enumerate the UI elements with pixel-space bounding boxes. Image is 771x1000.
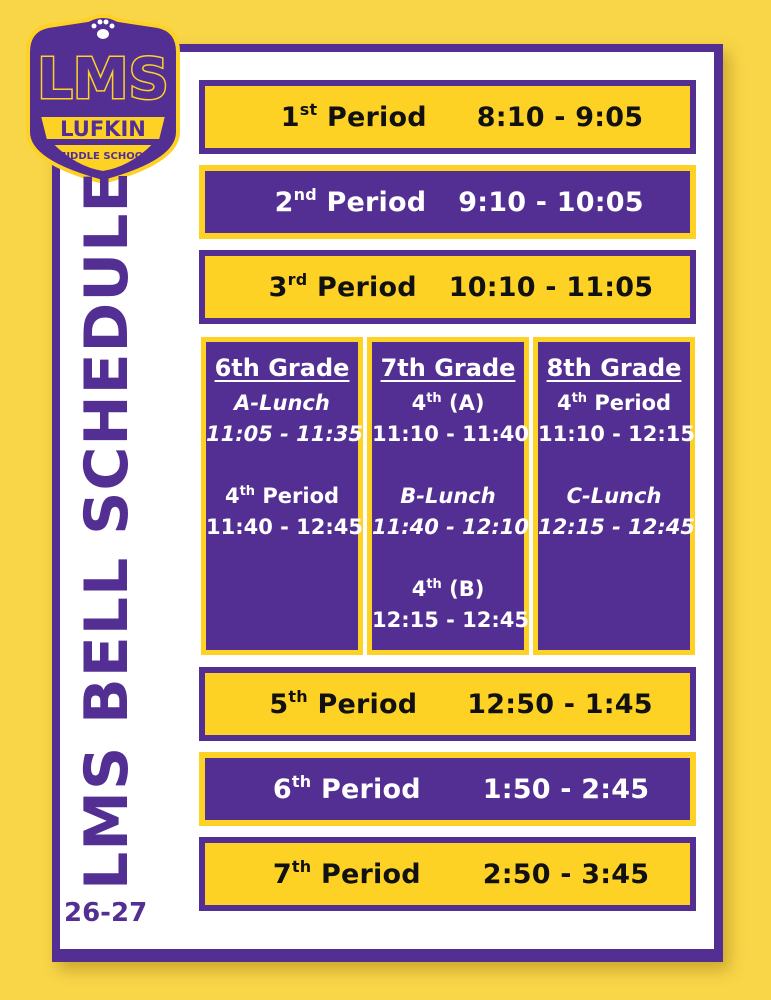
period-time: 2:50 - 3:45	[482, 858, 650, 890]
lunch-label: A-Lunch	[234, 391, 330, 415]
period-time: 12:50 - 1:45	[467, 688, 653, 720]
page-title: LMS BELL SCHEDULE	[72, 170, 142, 890]
grade-6-column	[201, 337, 363, 655]
period-label: 4th Period	[556, 391, 672, 415]
period-6-row	[199, 752, 696, 826]
period-label: 6th Period	[272, 771, 421, 805]
logo-letters: LMS	[37, 47, 169, 112]
period-label: 3rd Period	[268, 269, 417, 303]
period-time: 12:15 - 12:45	[372, 608, 530, 632]
lunch-time: 12:15 - 12:45	[538, 515, 696, 539]
period-1-row	[199, 80, 696, 154]
logo-subtitle: MIDDLE SCHOOL	[56, 151, 150, 162]
lunch-time: 11:05 - 11:35	[206, 422, 364, 446]
period-time: 8:10 - 9:05	[476, 101, 644, 133]
period-label: 1st Period	[280, 99, 427, 133]
period-label: 4th Period	[224, 484, 340, 508]
period-time: 10:10 - 11:05	[448, 271, 654, 303]
grade-8-column	[533, 337, 695, 655]
period-label: 5th Period	[269, 686, 418, 720]
school-year: 26-27	[64, 898, 148, 928]
period-time: 11:10 - 11:40	[372, 422, 530, 446]
grade-heading: 8th Grade	[546, 354, 682, 382]
lunch-label: C-Lunch	[566, 484, 662, 508]
period-time: 11:10 - 12:15	[538, 422, 696, 446]
grade-heading: 6th Grade	[214, 354, 350, 382]
period-5-row	[199, 667, 696, 741]
period-label: 4th (A)	[411, 391, 485, 415]
period-time: 9:10 - 10:05	[458, 186, 644, 218]
period-label: 2nd Period	[274, 184, 427, 218]
period-time: 1:50 - 2:45	[482, 773, 650, 805]
lms-logo	[18, 12, 188, 187]
logo-school-name: LUFKIN	[60, 117, 146, 141]
period-time: 11:40 - 12:45	[206, 515, 364, 539]
grade-7-column	[367, 337, 529, 655]
period-label: 4th (B)	[411, 577, 485, 601]
period-7-row	[199, 837, 696, 911]
period-3-row	[199, 250, 696, 324]
period-label: 7th Period	[272, 856, 421, 890]
lunch-label: B-Lunch	[400, 484, 496, 508]
period-2-row	[199, 165, 696, 239]
lunch-time: 11:40 - 12:10	[372, 515, 530, 539]
grade-heading: 7th Grade	[380, 354, 516, 382]
